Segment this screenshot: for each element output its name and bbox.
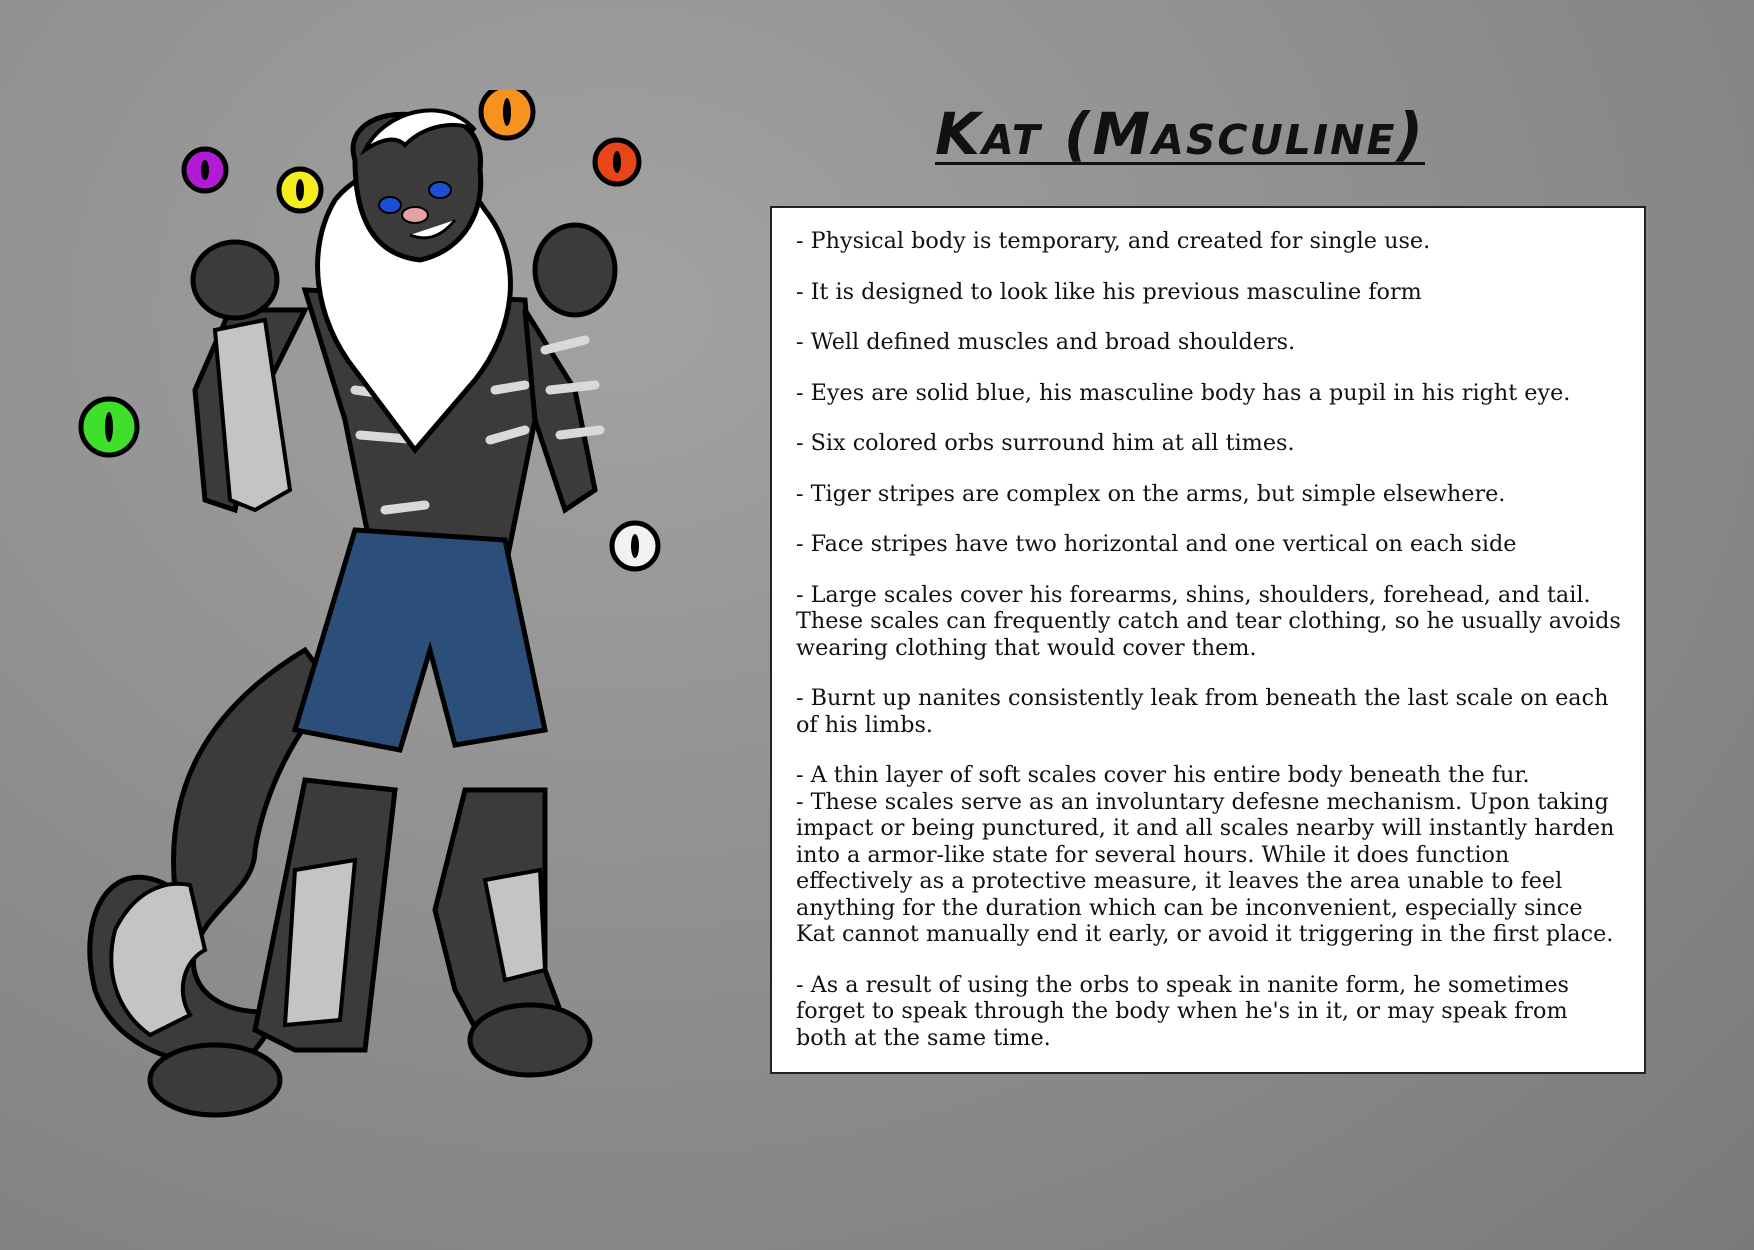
character-illustration bbox=[55, 90, 745, 1150]
note-item: - These scales serve as an involuntary defesne mechanism. Upon taking impact or being punctured, it and all scales nearby will instantly harden into a armor-like state for several hours. While it does function effectively as a protective measure, it leaves the area unable to feel anything for the duration which can be inconvenient, especially since Kat cannot manually end it early, or avoid it triggering in the first place. bbox=[796, 788, 1615, 947]
note-item: - Large scales cover his forearms, shins, shoulders, forehead, and tail. These scales can frequently catch and tear clothing, so he usually avoids wearing clothing that would cover them. bbox=[796, 581, 1621, 661]
note-item: - Eyes are solid blue, his masculine body has a pupil in his right eye. bbox=[796, 379, 1571, 406]
note-item: - Burnt up nanites consistently leak from beneath the last scale on each of his limbs. bbox=[796, 685, 1609, 738]
right-fist bbox=[535, 225, 615, 315]
notes-panel bbox=[770, 206, 1646, 1074]
note-item: - Tiger stripes are complex on the arms, but simple elsewhere. bbox=[796, 480, 1506, 507]
note-item: - Well defined muscles and broad shoulders. bbox=[796, 329, 1296, 355]
shorts bbox=[295, 530, 545, 750]
right-foot bbox=[470, 1005, 590, 1075]
nose bbox=[402, 207, 428, 223]
right-eye bbox=[429, 182, 451, 198]
note-item: - Physical body is temporary, and created for single use. bbox=[796, 228, 1431, 254]
left-eye bbox=[379, 197, 401, 213]
note-item: - As a result of using the orbs to speak in nanite form, he sometimes forget to speak through the body when he's in it, or may speak from both at the same time. bbox=[796, 971, 1569, 1051]
note-item: - Six colored orbs surround him at all times. bbox=[796, 430, 1295, 456]
note-item: - A thin layer of soft scales cover his entire body beneath the fur. bbox=[796, 762, 1530, 788]
left-foot bbox=[150, 1045, 280, 1115]
note-item: - It is designed to look like his previous masculine form bbox=[796, 278, 1422, 305]
note-item: - Face stripes have two horizontal and one vertical on each side bbox=[796, 531, 1517, 557]
character-title: Kat (Masculine) bbox=[935, 100, 1425, 168]
left-fist bbox=[193, 242, 277, 318]
